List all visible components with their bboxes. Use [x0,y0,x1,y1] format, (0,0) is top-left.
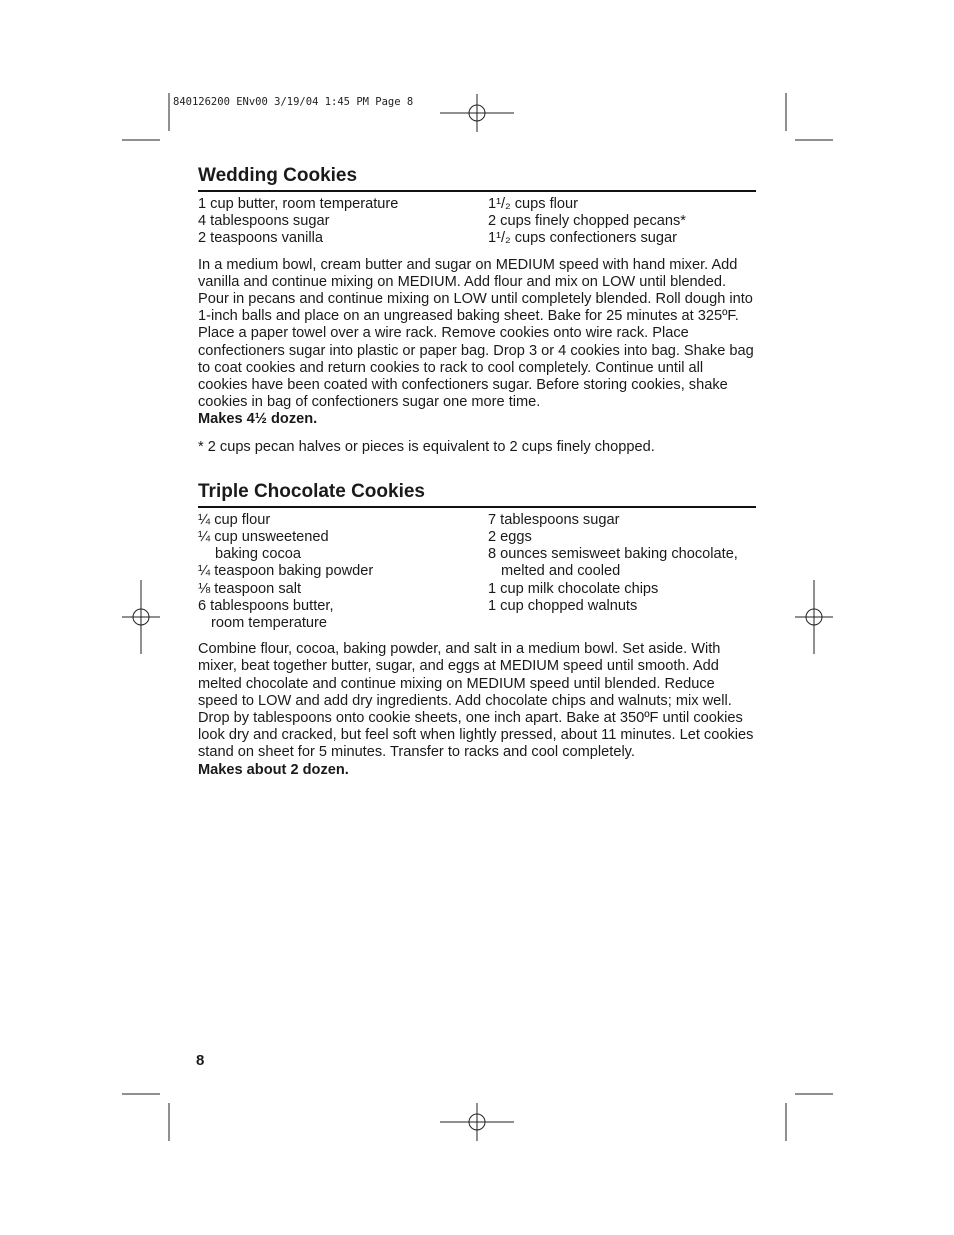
registration-mark [440,1103,514,1141]
ingredient-column-right [488,512,756,632]
ingredient-column-left [198,512,488,632]
ingredient: 2 eggs [488,529,532,546]
ingredient: 7 tablespoons sugar [488,511,620,528]
ingredient: 4 tablespoons sugar [198,213,330,230]
recipe-content [198,164,756,779]
recipe-title: Triple Chocolate Cookies [198,480,756,508]
ingredient: 8 ounces semisweet baking chocolate, [488,546,738,563]
recipe-yield: Makes 4½ dozen. [198,411,318,428]
ingredient: 1 cup chopped walnuts [488,597,638,614]
ingredient: 2 cups finely chopped pecans* [488,213,686,230]
recipe-yield: Makes about 2 dozen. [198,761,349,778]
ingredient: ¼ cup flour [198,511,271,528]
recipe-footnote: * 2 cups pecan halves or pieces is equivalent to 2 cups finely chopped. [198,438,655,455]
recipe-title: Wedding Cookies [198,164,756,192]
ingredient: ¼ teaspoon baking powder [198,563,374,580]
ingredient-list [198,512,756,632]
ingredient-continued: baking cocoa [215,546,302,563]
recipe-wedding-cookies [198,164,756,456]
ingredient-continued: room temperature [211,615,327,632]
recipe-triple-chocolate-cookies [198,480,756,779]
ingredient: 1¹/₂ cups flour [488,196,579,212]
ingredient-column-right [488,196,756,248]
ingredient-continued: melted and cooled [501,563,621,580]
method-text: Combine flour, cocoa, baking powder, and salt in a medium bowl. Set aside. With mixer, beat together butter, sugar, and eggs at MEDIUM speed until smooth. Add melted chocolate and continue mixing on MEDIUM speed until blended. Reduce speed to LOW and add dry ingredients. Add chocolate chips and walnuts; mix well. Drop by tablespoons onto cookie sheets, one inch apart. Bake at 350ºF until cookies look dry and cracked, but feel soft when lightly pressed, about 11 minutes. Let cookies stand on sheet for 5 minutes. Transfer to racks and cool completely. [198,641,754,761]
ingredient: ⅛ teaspoon salt [198,580,302,597]
ingredient: 1 cup butter, room temperature [198,196,399,212]
ingredient: 6 tablespoons butter, [198,597,334,614]
ingredient: 1 cup milk chocolate chips [488,580,659,597]
registration-mark [440,94,514,132]
print-slug: 840126200 ENv00 3/19/04 1:45 PM Page 8 [173,96,414,108]
registration-mark [122,580,160,654]
recipe-method [198,257,756,429]
ingredient: 2 teaspoons vanilla [198,230,323,247]
ingredient: 1¹/₂ cups confectioners sugar [488,230,677,247]
recipe-method [198,641,756,779]
ingredient-column-left [198,196,488,248]
ingredient: ¼ cup unsweetened [198,529,329,546]
page-number: 8 [196,1052,205,1069]
ingredient-list [198,196,756,248]
registration-mark [795,580,833,654]
method-text: In a medium bowl, cream butter and sugar on MEDIUM speed with hand mixer. Add vanilla and continue mixing on MEDIUM. Add flour and mix on LOW until blended. Pour in pecans and continue mixing on LOW until completely blended. Roll dough into 1-inch balls and place on an ungreased baking sheet. Bake for 25 minutes at 325ºF. Place a paper towel over a wire rack. Remove cookies onto wire rack. Place confectioners sugar into plastic or paper bag. Drop 3 or 4 cookies into bag. Shake bag to coat cookies and return cookies to rack to cool completely. Continue until all cookies have been coated with confectioners sugar. Before storing cookies, shake cookies in bag of confectioners sugar one more time. [198,256,754,411]
